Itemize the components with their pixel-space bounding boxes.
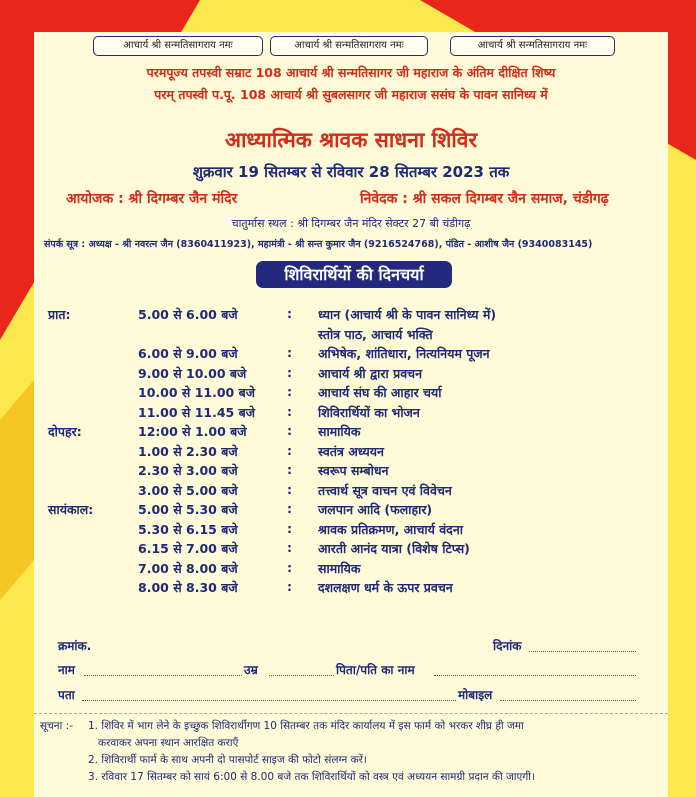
schedule-time: 11.00 से 11.45 बजे	[138, 404, 255, 420]
schedule-colon: :	[287, 403, 292, 419]
contact-info: संपर्क सूत्र : अध्यक्ष - श्री नवरत्न जैन (8360411923), महामंत्री - श्री सन्त कुमार जैन (9216524768), पंडित - आशीष जैन (9340083145)	[44, 239, 593, 250]
salutation-3: आचार्य श्री सन्मतिसागराय नमः	[450, 36, 615, 56]
schedule-activity: आचार्य श्री द्वारा प्रवचन	[318, 365, 423, 381]
schedule-time: 3.00 से 5.00 बजे	[138, 482, 238, 498]
schedule-time: 5.00 से 6.00 बजे	[138, 307, 238, 322]
schedule-row	[0, 306, 696, 325]
date-label: दिनांक	[493, 639, 522, 653]
schedule-activity: ध्यान (आचार्य श्री के पावन सानिध्य में)	[318, 307, 497, 322]
address-field[interactable]	[82, 700, 456, 701]
schedule-colon: :	[287, 364, 292, 380]
schedule-colon: :	[287, 384, 292, 399]
page-title: आध्यात्मिक श्रावक साधना शिविर	[224, 128, 478, 152]
schedule-row	[0, 540, 696, 559]
mobile-label: मोबाइल	[458, 688, 493, 702]
schedule-row	[0, 326, 696, 345]
schedule-time: 5.00 से 5.30 बजे	[138, 502, 238, 517]
parent-name-field[interactable]	[434, 675, 636, 676]
name-label: नाम	[58, 663, 75, 677]
schedule-time: 1.00 से 2.30 बजे	[138, 443, 238, 459]
note-2: 2. शिविरार्थी फार्म के साथ अपनी दो पासपोर्ट साइज की फोटो संलग्न करें।	[88, 754, 367, 766]
schedule-activity: अभिषेक, शांतिधारा, नित्यनियम पूजन	[318, 346, 490, 361]
schedule-activity: जलपान आदि (फलाहार)	[318, 502, 433, 517]
header-line-2: परम् तपस्वी प.पू. 108 आचार्य श्री सुबलसागर जी महाराज ससंघ के पावन सानिध्य में	[154, 87, 548, 102]
schedule-activity: स्वरूप सम्बोधन	[318, 463, 389, 478]
schedule-row	[0, 560, 696, 579]
requester: निवेदक : श्री सकल दिगम्बर जैन समाज, चंडीगढ़	[360, 191, 609, 207]
schedule-row	[0, 482, 696, 501]
schedule-time: 6.15 से 7.00 बजे	[138, 541, 238, 556]
schedule-colon: :	[287, 501, 292, 516]
schedule-period: सायंकाल:	[48, 502, 94, 517]
header-line-1: परमपूज्य तपस्वी सम्राट 108 आचार्य श्री सन्मतिसागर जी महाराज के अंतिम दीक्षित शिष्य	[146, 65, 556, 80]
schedule-activity: शिविरार्थियों का भोजन	[318, 404, 420, 420]
schedule-row	[0, 345, 696, 364]
schedule-colon: :	[287, 559, 292, 575]
schedule-activity: स्तोत्र पाठ, आचार्य भक्ति	[318, 326, 433, 342]
schedule-activity: सामायिक	[318, 424, 361, 439]
mobile-field[interactable]	[500, 700, 636, 701]
schedule-colon: :	[287, 579, 292, 594]
parent-name-label: पिता/पति का नाम	[336, 663, 415, 677]
schedule-activity: तत्त्वार्थ सूत्र वाचन एवं विवेचन	[318, 482, 452, 498]
serial-label: क्रमांक.	[58, 639, 92, 653]
schedule-colon: :	[287, 423, 292, 438]
schedule-time: 2.30 से 3.00 बजे	[138, 463, 238, 478]
schedule-row	[0, 384, 696, 403]
schedule-activity: स्वतंत्र अध्ययन	[318, 443, 384, 459]
schedule-row	[0, 521, 696, 540]
schedule-time: 10.00 से 11.00 बजे	[138, 385, 255, 400]
salutation-1: आचार्य श्री सन्मतिसागराय नमः	[93, 36, 263, 56]
divider	[34, 713, 668, 714]
schedule-title: शिविरार्थियों की दिनचर्या	[256, 261, 452, 288]
schedule-colon: :	[287, 462, 292, 477]
schedule-activity: सामायिक	[318, 560, 361, 576]
schedule-colon: :	[287, 540, 292, 555]
schedule-activity: श्रावक प्रतिक्रमण, आचार्य वंदना	[318, 521, 463, 537]
note-1: 1. शिविर में भाग लेने के इच्छुक शिविरार्थीगण 10 सितम्बर तक मंदिर कार्यालय में इस फार्म को भरकर शीघ्र ही जमा	[88, 720, 524, 732]
salutation-2: आचार्य श्री सन्मतिसागराय नमः	[270, 36, 428, 56]
venue: चातुर्मास स्थल : श्री दिगम्बर जैन मंदिर सेक्टर 27 बी चंडीगढ़	[231, 217, 471, 230]
schedule-time: 9.00 से 10.00 बजे	[138, 365, 247, 381]
age-label: उम्र	[244, 663, 258, 677]
address-label: पता	[58, 688, 75, 702]
notes-label: सूचना :-	[40, 720, 73, 732]
schedule-colon: :	[287, 520, 292, 536]
schedule-activity: दशलक्षण धर्म के ऊपर प्रवचन	[318, 580, 453, 595]
note-1-continued: करवाकर अपना स्थान आरक्षित कराएँ	[98, 737, 239, 749]
schedule-row	[0, 462, 696, 481]
schedule-activity: आचार्य संघ की आहार चर्या	[318, 385, 442, 400]
schedule-time: 6.00 से 9.00 बजे	[138, 346, 238, 361]
organizer: आयोजक : श्री दिगम्बर जैन मंदिर	[66, 191, 238, 207]
schedule-time: 5.30 से 6.15 बजे	[138, 521, 238, 537]
schedule-row	[0, 501, 696, 520]
schedule-activity: आरती आनंद यात्रा (विशेष टिप्स)	[318, 541, 470, 556]
schedule-colon: :	[287, 442, 292, 458]
schedule-period: प्रात:	[48, 307, 71, 322]
schedule-row	[0, 579, 696, 598]
note-3: 3. रविवार 17 सितम्बर को सायं 6:00 से 8.00 बजे तक शिविरार्थियों को वस्त्र एवं अध्ययन सामग्री प्रदान की जाएगी।	[88, 771, 535, 783]
date-field[interactable]	[529, 651, 636, 652]
schedule-colon: :	[287, 306, 292, 321]
schedule-row	[0, 423, 696, 442]
schedule-colon: :	[287, 345, 292, 360]
schedule-time: 7.00 से 8.00 बजे	[138, 560, 238, 576]
age-field[interactable]	[269, 675, 334, 676]
name-field[interactable]	[84, 675, 242, 676]
schedule-colon: :	[287, 481, 292, 497]
schedule-time: 12:00 से 1.00 बजे	[138, 424, 247, 439]
schedule-time: 8.00 से 8.30 बजे	[138, 580, 238, 595]
schedule-row	[0, 404, 696, 423]
schedule-row	[0, 365, 696, 384]
schedule-period: दोपहर:	[48, 424, 82, 439]
event-dates: शुक्रवार 19 सितम्बर से रविवार 28 सितम्बर 2023 तक	[192, 163, 510, 181]
schedule-row	[0, 443, 696, 462]
